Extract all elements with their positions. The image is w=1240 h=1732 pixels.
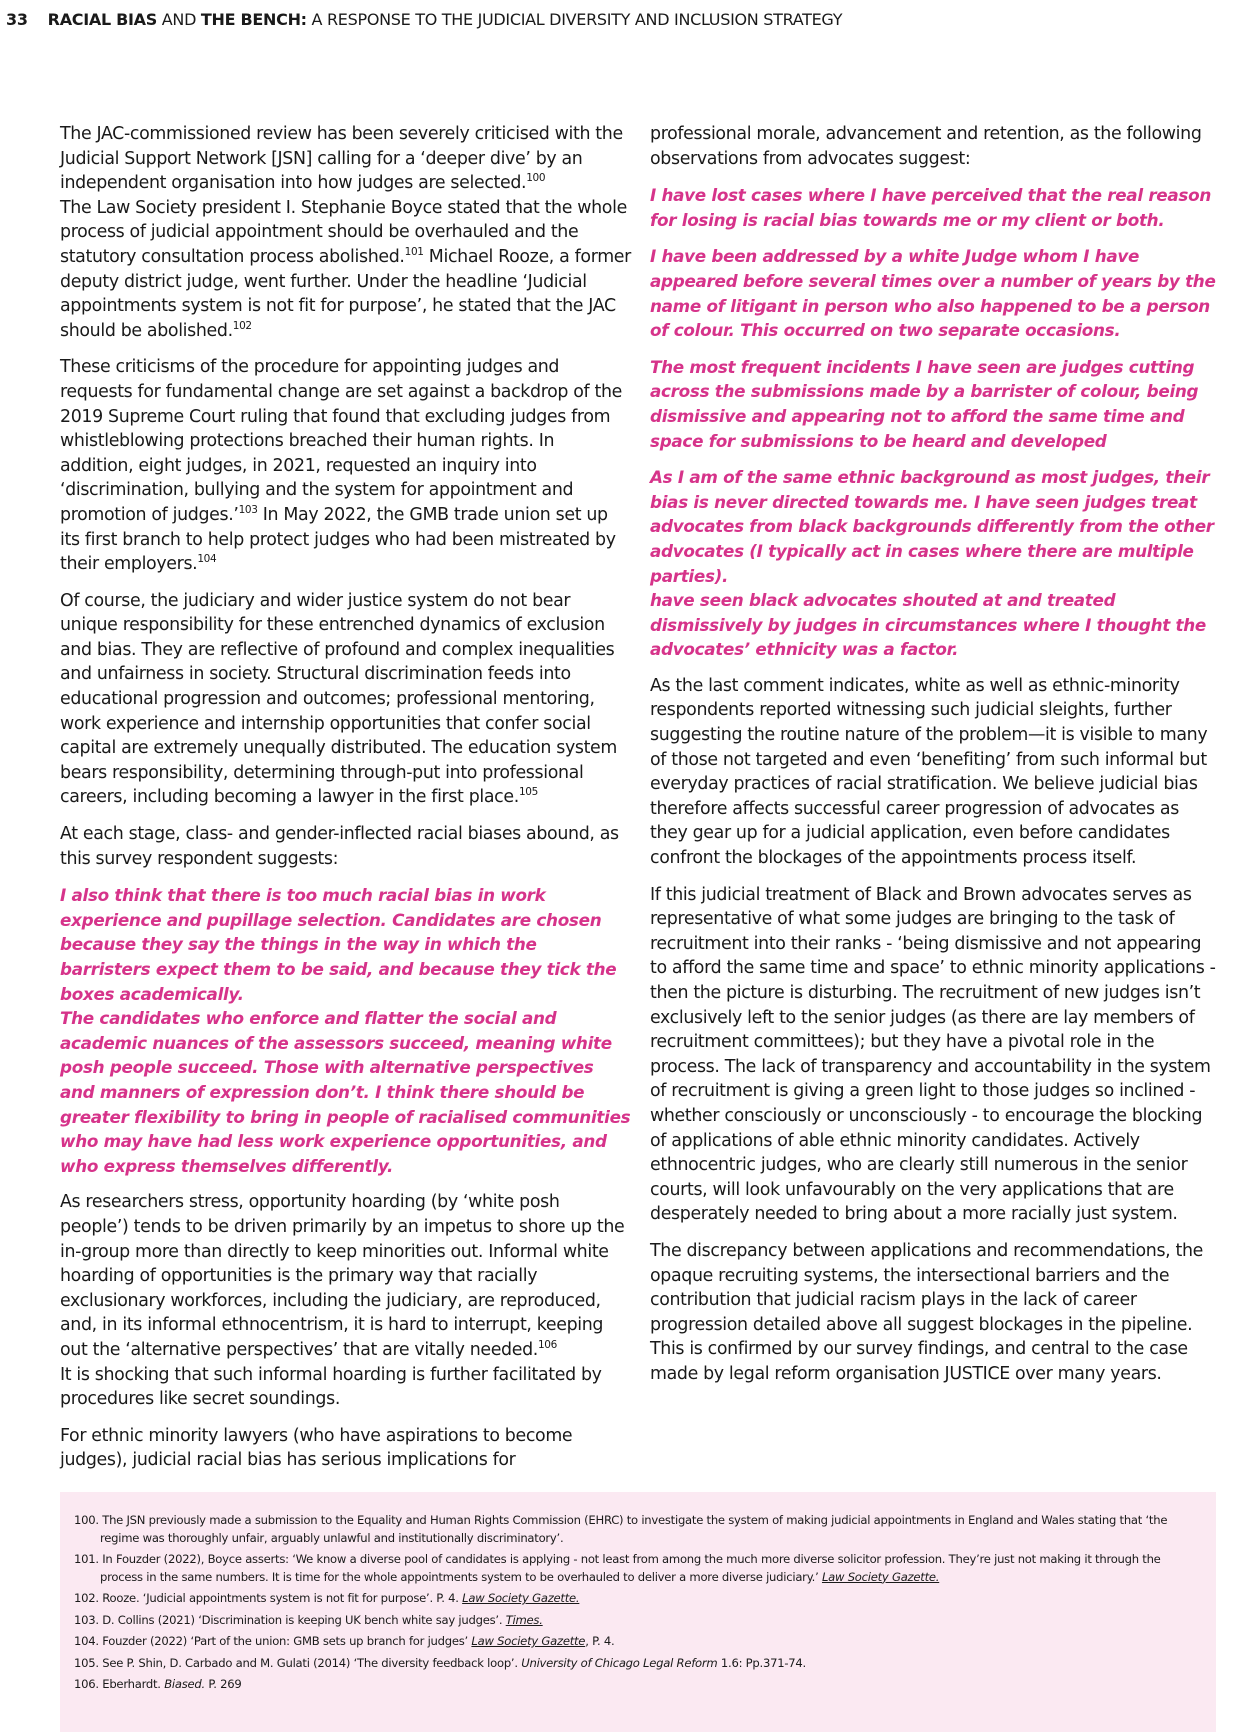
footnotes-panel <box>60 1492 1216 1732</box>
advocate-quote-3: The most frequent incidents I have seen are judges cutting across the submissions made by a barrister of colour, being dismissive and appearing not to afford the same time and space for submissions to be heard and developed <box>650 356 1199 451</box>
left-column <box>60 122 632 1485</box>
footnote-101 <box>74 1551 1202 1586</box>
advocate-quote-1: I have lost cases where I have perceived that the real reason for losing is racial bias towards me or my client or both. <box>650 185 1211 230</box>
footnote-text: 106. Eberhardt. <box>74 1677 161 1691</box>
right-paragraph-3: If this judicial treatment of Black and Brown advocates serves as representative of what some judges are bringing to the task of recruitment into their ranks - ‘being dismissive and not appearing to afford the same time and space’ to ethnic minority applications - then the picture is disturbing. The recruitment of new judges isn’t exclusively left to the senior judges (as there are lay members of recruitment committees); but they have a pivotal role in the process. The lack of transparency and accountability in the system of recruitment is giving a green light to those judges so inclined - whether consciously or unconsciously - to encourage the blocking of applications of able ethnic minority candidates. Actively ethnocentric judges, who are clearly still numerous in the senior courts, will look unfavourably on the very applications that are desperately needed to bring about a more racially just system. <box>650 884 1216 1225</box>
footnote-ref-102[interactable]: 102 <box>232 319 252 332</box>
running-header <box>6 10 842 29</box>
citation-link[interactable]: Law Society Gazette. <box>462 1591 580 1605</box>
footnote-106 <box>74 1676 1202 1694</box>
left-paragraph-3 <box>60 589 632 810</box>
footnote-103 <box>74 1612 1202 1630</box>
footnote-ref-103[interactable]: 103 <box>238 504 258 517</box>
footnote-100 <box>74 1512 1202 1547</box>
survey-quote-1 <box>60 883 632 1178</box>
footnote-text: 100. The JSN previously made a submission to the Equality and Human Rights Commission (EHRC) to investigate the system of making judicial appointments in England and Wales stating that ‘the regime was thoroughly unfair, arguably unlawful and institutionally discriminatory’. <box>74 1513 1168 1545</box>
footnote-text: 102. Rooze. ‘Judicial appointments system is not fit for purpose’. P. 4. <box>74 1591 459 1605</box>
left-paragraph-2 <box>60 355 632 576</box>
text-run: These criticisms of the procedure for appointing judges and requests for fundamental change are set against a backdrop of the 2019 Supreme Court ruling that found that excluding judges from whistleblowing protections breached their human rights. In addition, eight judges, in 2021, requested an inquiry into ‘discrimination, bullying and the system for appointment and promotion of judges.’ <box>60 357 623 525</box>
text-run: The Law Society president I. Stephanie Boyce stated that the whole process of judicial appointment should be overhauled and the statutory consultation process abolished. <box>60 197 627 267</box>
left-paragraph-6: For ethnic minority lawyers (who have aspirations to become judges), judicial racial bias has serious implications for <box>60 1425 573 1471</box>
quote-text: The candidates who enforce and flatter the social and academic nuances of the assessors succeed, meaning white posh people succeed. Those with alternative perspectives and manners of expression don’t. I think there should be greater flexibility to bring in people of racialised communities who may have had less work experience opportunities, and who express themselves differently. <box>60 1008 631 1176</box>
footnote-text: 101. In Fouzder (2022), Boyce asserts: ‘We know a diverse pool of candidates is applying - not least from among the much more diverse solicitor profession. They’re just not making it through the process in the same numbers. It is time for the whole appointments system to be overhauled to deliver a more diverse judiciary.’ <box>74 1552 1161 1584</box>
text-run: It is shocking that such informal hoarding is further facilitated by procedures like secret soundings. <box>60 1364 602 1410</box>
text-run: As researchers stress, opportunity hoarding (by ‘white posh people’) tends to be driven primarily by an impetus to shore up the in-group more than directly to keep minorities out. Informal white hoarding of opportunities is the primary way that racially exclusionary workforces, including the judiciary, are reproduced, and, in its informal ethnocentrism, it is hard to interrupt, keeping out the ‘alternative perspectives’ that are vitally needed. <box>60 1192 625 1360</box>
footnote-ref-106[interactable]: 106 <box>537 1339 557 1352</box>
book-title: Biased. <box>164 1677 205 1691</box>
footnote-text: 1.6: Pp.371-74. <box>717 1655 806 1670</box>
header-title-bold-2: THE BENCH: <box>200 10 307 29</box>
quote-text: I also think that there is too much racial bias in work experience and pupillage selection. Candidates are chosen because they say the things in the way in which the barristers expect them to be said, and because they tick the boxes academically. <box>60 885 617 1004</box>
footnote-ref-101[interactable]: 101 <box>404 246 424 259</box>
footnote-ref-100[interactable]: 100 <box>526 172 546 185</box>
citation-link[interactable]: Law Society Gazette <box>471 1634 586 1648</box>
quote-text: have seen black advocates shouted at and treated dismissively by judges in circumstances where I thought the advocates’ ethnicity was a factor. <box>650 590 1206 660</box>
left-paragraph-1 <box>60 122 632 343</box>
header-title-rest: A RESPONSE TO THE JUDICIAL DIVERSITY AND INCLUSION STRATEGY <box>306 10 843 29</box>
citation-link[interactable]: Times. <box>505 1612 543 1627</box>
footnote-text: 105. See P. Shin, D. Carbado and M. Gulati (2014) ‘The diversity feedback loop’. <box>74 1655 518 1670</box>
quote-text: As I am of the same ethnic background as most judges, their bias is never directed towards me. I have seen judges treat advocates from black backgrounds differently from the other advocates (I typically act in cases where there are multiple parties). <box>650 467 1214 586</box>
right-column <box>650 122 1216 1399</box>
right-paragraph-4: The discrepancy between applications and recommendations, the opaque recruiting systems, the intersectional barriers and the contribution that judicial racism plays in the lack of career progression detailed above all suggest blockages in the pipeline. This is confirmed by our survey findings, and central to the case made by legal reform organisation JUSTICE over many years. <box>650 1240 1204 1384</box>
advocate-quote-4 <box>650 465 1216 662</box>
advocate-quote-2: I have been addressed by a white Judge whom I have appeared before several times over a number of years by the name of litigant in person who also happened to be a person of colour. This occurred on two separate occasions. <box>650 246 1216 341</box>
text-run: Michael Rooze, a former deputy district judge, went further. Under the headline ‘Judicial appointments system is not fit for purpose’, he stated that the JAC should be abolished. <box>60 246 631 341</box>
header-title-mid: AND <box>156 10 201 29</box>
footnote-105 <box>74 1655 1202 1673</box>
footnote-text: 103. D. Collins (2021) ‘Discrimination is keeping UK bench white say judges’. <box>74 1612 503 1627</box>
footnote-text: 104. Fouzder (2022) ‘Part of the union: GMB sets up branch for judges’ <box>74 1634 468 1648</box>
footnote-text: , P. 4. <box>585 1634 615 1648</box>
left-paragraph-4: At each stage, class- and gender-inflected racial biases abound, as this survey respondent suggests: <box>60 824 619 869</box>
citation-link[interactable]: Law Society Gazette. <box>821 1569 940 1584</box>
text-run: Of course, the judiciary and wider justice system do not bear unique responsibility for these entrenched dynamics of exclusion and bias. They are reflective of profound and complex inequalities and unfairness in society. Structural discrimination feeds into educational progression and outcomes; professional mentoring, work experience and internship opportunities that confer social capital are extremely unequally distributed. The education system bears responsibility, determining through-put into professional careers, including becoming a lawyer in the first place. <box>60 590 618 808</box>
footnote-102 <box>74 1590 1202 1608</box>
text-run: In May 2022, the GMB trade union set up its first branch to help protect judges who had been mistreated by their employers. <box>60 504 616 575</box>
left-paragraph-5 <box>60 1190 632 1411</box>
footnote-104 <box>74 1633 1202 1651</box>
header-title-bold-1: RACIAL BIAS <box>47 10 157 29</box>
page-number: 33 <box>6 10 28 29</box>
text-run: The JAC-commissioned review has been severely criticised with the Judicial Support Network [JSN] calling for a ‘deeper dive’ by an independent organisation into how judges are selected. <box>60 124 623 194</box>
journal-title: University of Chicago Legal Reform <box>521 1655 718 1670</box>
right-paragraph-2: As the last comment indicates, white as well as ethnic-minority respondents reported witnessing such judicial sleights, further suggesting the routine nature of the problem—it is visible to many of those not targeted and even ‘benefiting’ from such informal but everyday practices of racial stratification. We believe judicial bias therefore affects successful career progression of advocates as they gear up for a judicial application, even before candidates confront the blockages of the appointments process itself. <box>650 675 1208 869</box>
footnote-ref-105[interactable]: 105 <box>518 786 538 799</box>
footnote-ref-104[interactable]: 104 <box>197 553 217 566</box>
right-paragraph-1: professional morale, advancement and retention, as the following observations from advocates suggest: <box>650 124 1202 169</box>
footnote-text: P. 269 <box>204 1677 242 1691</box>
